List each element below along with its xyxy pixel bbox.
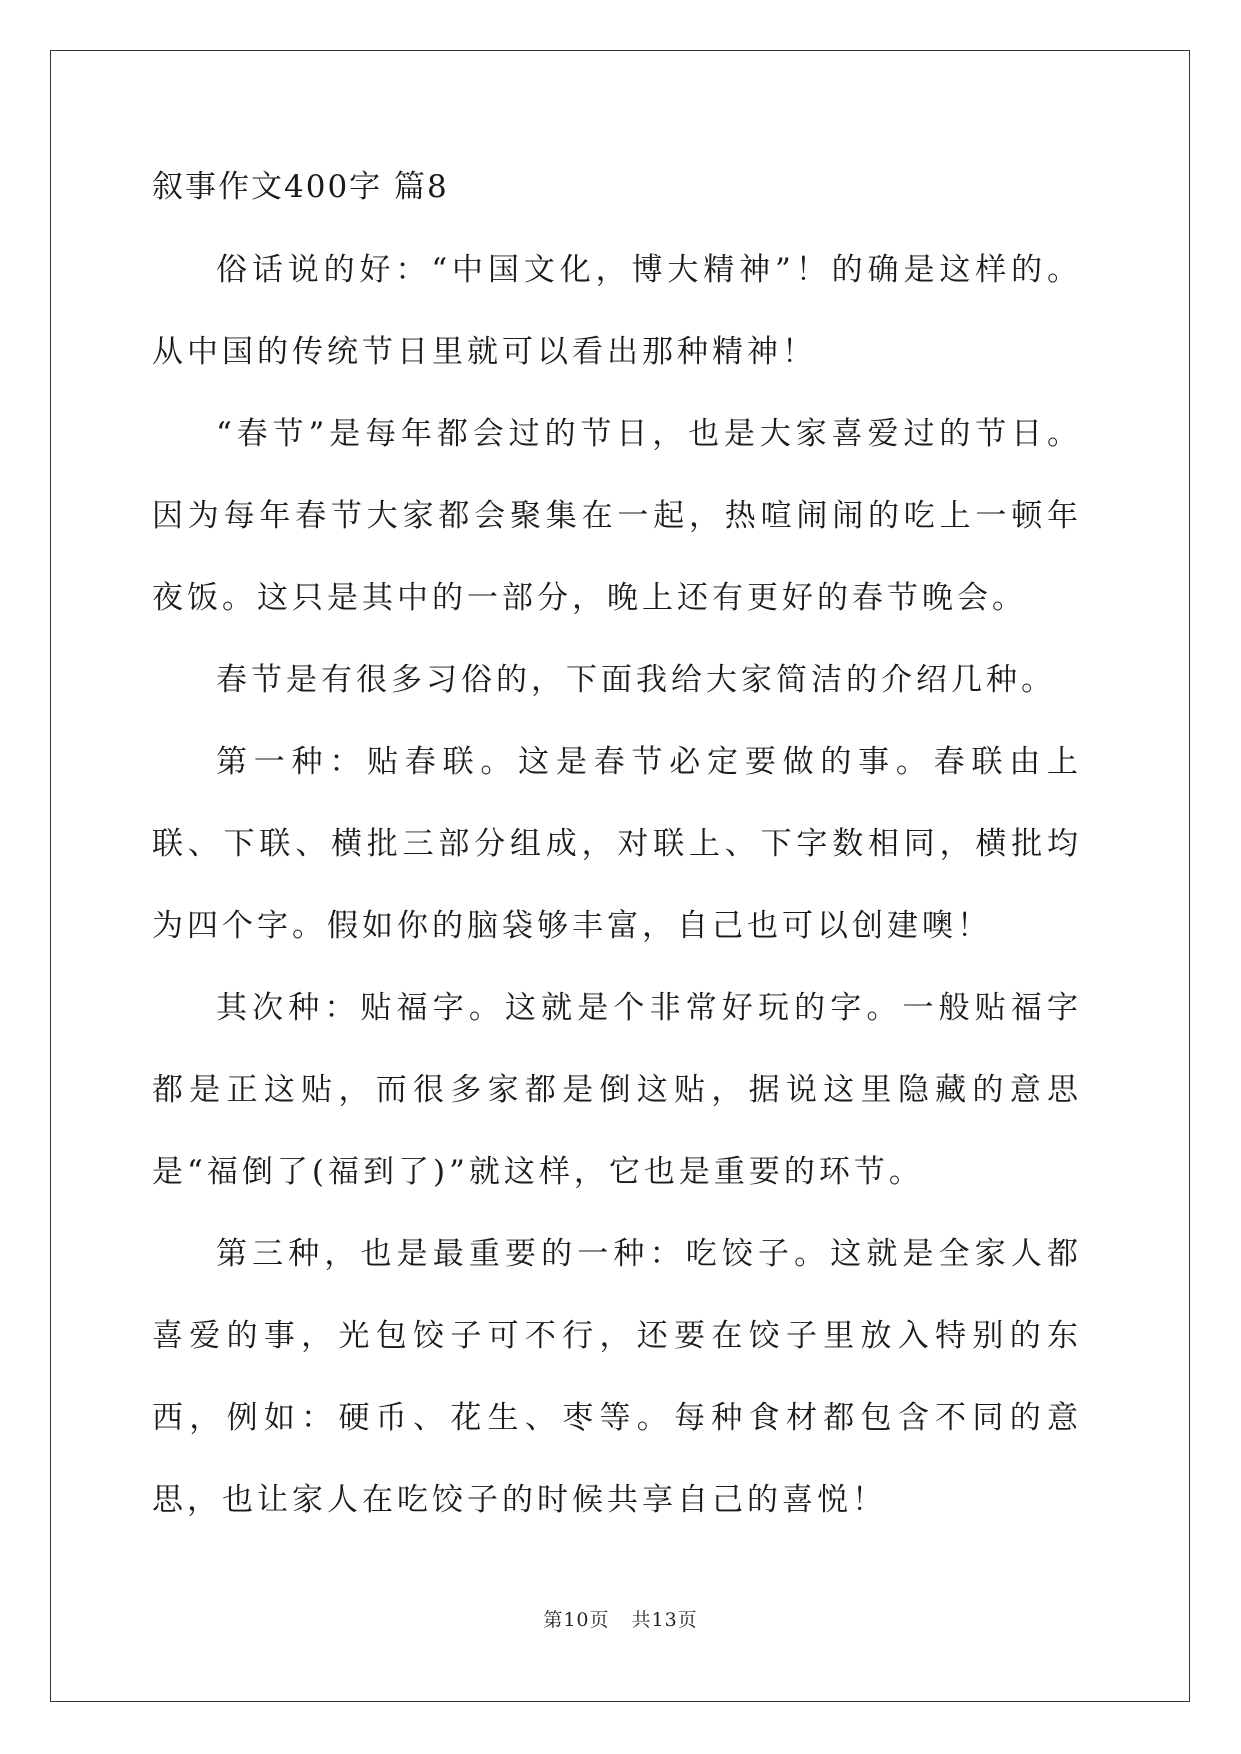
paragraph-6: 第三种，也是最重要的一种：吃饺子。这就是全家人都喜爱的事，光包饺子可不行，还要在饺子里放入特别的东西，例如：硬币、花生、枣等。每种食材都包含不同的意思，也让家人在吃饺子的时候共享自己的喜悦！ (152, 1236, 1082, 1518)
page-number: 第10页 (543, 1609, 610, 1631)
paragraph-4: 第一种：贴春联。这是春节必定要做的事。春联由上联、下联、横批三部分组成，对联上、下字数相同，横批均为四个字。假如你的脑袋够丰富，自己也可以创建噢！ (152, 744, 1082, 944)
paragraph-3: 春节是有很多习俗的，下面我给大家简洁的介绍几种。 (216, 662, 1056, 698)
paragraph-2: “春节”是每年都会过的节日，也是大家喜爱过的节日。因为每年春节大家都会聚集在一起，热喧闹闹的吃上一顿年夜饭。这只是其中的一部分，晚上还有更好的春节晚会。 (152, 416, 1082, 616)
paragraph-1: 俗话说的好：“中国文化，博大精神”！的确是这样的。从中国的传统节日里就可以看出那种精神！ (152, 252, 1082, 370)
paragraph-5: 其次种：贴福字。这就是个非常好玩的字。一般贴福字都是正这贴，而很多家都是倒这贴，据说这里隐藏的意思是“福倒了(福到了)”就这样，它也是重要的环节。 (152, 990, 1082, 1190)
page-total: 共13页 (631, 1609, 698, 1631)
document-body (152, 163, 1082, 1541)
document-title: 叙事作文400字 篇8 (152, 169, 449, 205)
page-footer (0, 1608, 1241, 1632)
